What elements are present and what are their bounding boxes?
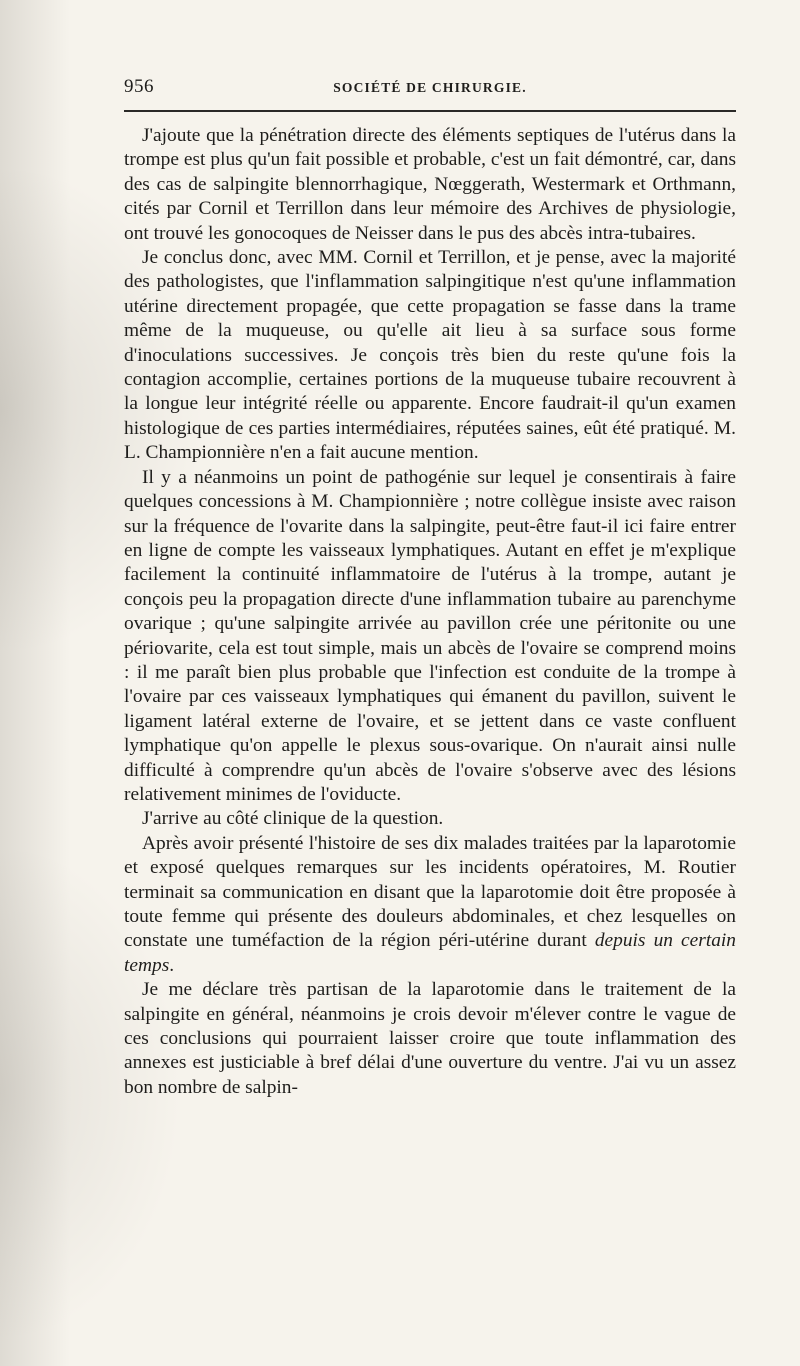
- paragraph-5-italic: depuis un certain temps: [124, 930, 736, 976]
- paragraph-2-text: Je conclus donc, avec MM. Cornil et Terrillon, et je pense, avec la majorité des pathologistes, que l'inflammation salpingitique n'est qu'une inflammation utérine directement propagée, que cette propagation se fasse dans la trame même de la muqueuse, ou qu'elle ait lieu à sa surface sous forme d'inoculations successives. Je conçois très bien du reste qu'une fois la contagion accomplie, certaines portions de la muqueuse tubaire recouvrent à la longue leur intégrité réelle ou apparente. Encore faudrait-il qu'un examen histologique de ces parties intermédiaires, réputées saines, eût été pratiqué. M. L. Championnière n'en a fait aucune mention.: [124, 247, 736, 464]
- page-number: 956: [124, 76, 154, 97]
- paragraph-4-text: J'arrive au côté clinique de la question.: [142, 808, 444, 830]
- paragraph-5-text: Après avoir présenté l'histoire de ses dix malades traitées par la laparotomie et exposé quelques remarques sur les incidents opératoires, M. Routier terminait sa communication en disant que la laparotomie doit être proposée à toute femme qui présente des douleurs abdominales, et chez lesquelles on constate une tuméfaction de la région péri-utérine durant: [124, 832, 736, 952]
- paragraph-1-text: J'ajoute que la pénétration directe des éléments septiques de l'utérus dans la trompe est plus qu'un fait possible et probable, c'est un fait démontré, car, dans des cas de salpingite blennorrhagique, Nœggerath, Westermark et Orthmann, cités par Cornil et Terrillon dans leur mémoire des Archives de physiologie, ont trouvé les gonocoques de Neisser dans le pus des abcès intra-tubaires.: [124, 125, 736, 244]
- paragraph-3-text: Il y a néanmoins un point de pathogénie sur lequel je consentirais à faire quelques concessions à M. Championnière ; notre collègue insiste avec raison sur la fréquence de l'ovarite dans la salpingite, peut-être faut-il ici faire entrer en ligne de compte les vaisseaux lymphatiques. Autant en effet je m'explique facilement la continuité inflammatoire de l'utérus à la trompe, autant je conçois peu la propagation directe d'une inflammation tubaire au parenchyme ovarique ; qu'une salpingite arrivée au pavillon crée une péritonite ou une périovarite, cela est tout simple, mais un abcès de l'ovaire se comprend moins : il me paraît bien plus probable que l'infection est conduite de la trompe à l'ovaire par ces vaisseaux lymphatiques qui émanent du pavillon, suivent le ligament latéral externe de l'ovaire, et se jettent dans ce vaste confluent lymphatique qu'on appelle le plexus sous-ovarique. On n'aurait ainsi nulle difficulté à comprendre qu'un abcès de l'ovaire s'observe avec des lésions relativement minimes de l'oviducte.: [124, 466, 736, 805]
- paragraph-5: [124, 832, 736, 978]
- paragraph-3: [124, 466, 736, 808]
- paragraph-1: [124, 124, 736, 246]
- header-rule: [124, 110, 736, 112]
- paragraph-5-tail: .: [169, 954, 175, 976]
- body-text: [124, 124, 736, 1100]
- paragraph-2: [124, 246, 736, 466]
- paragraph-6: [124, 978, 736, 1100]
- running-title: SOCIÉTÉ DE CHIRURGIE.: [333, 80, 527, 95]
- paragraph-6-text: Je me déclare très partisan de la laparotomie dans le traitement de la salpingite en général, néanmoins je crois devoir m'élever contre le vague de ces conclusions qui pourraient laisser croire que toute inflammation des annexes est justiciable à bref délai d'une ouverture du ventre. J'ai vu un assez bon nombre de salpin-: [124, 979, 736, 1098]
- paragraph-4: [124, 807, 736, 831]
- page-header: [124, 76, 736, 100]
